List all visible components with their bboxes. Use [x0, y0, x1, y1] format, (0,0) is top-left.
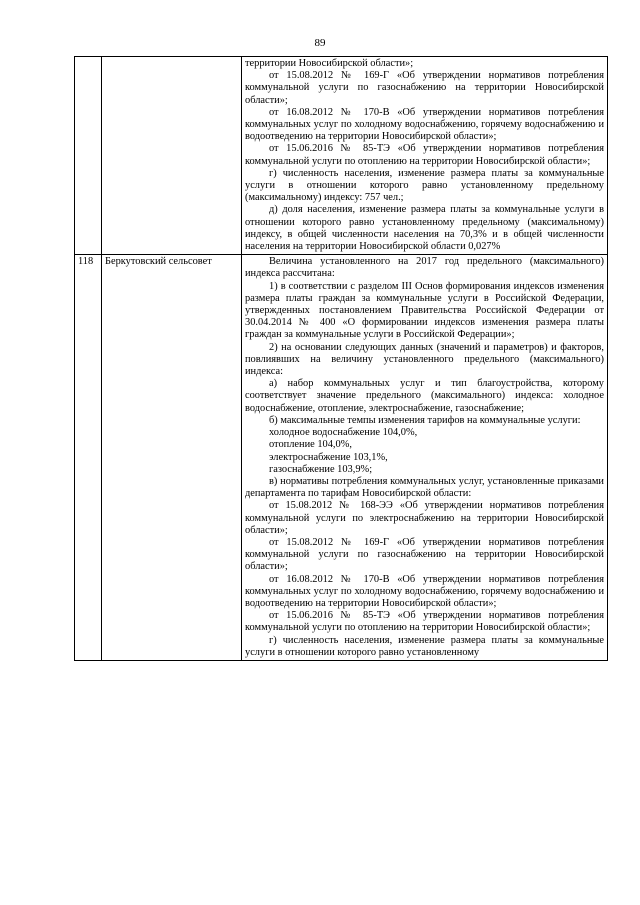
paragraph: от 15.08.2012 № 169-Г «Об утверждении нормативов потребления коммунальной услуги по газоснабжению на территории Новосибирской области»; — [245, 536, 604, 573]
paragraph: холодное водоснабжение 104,0%, — [269, 427, 418, 439]
paragraph: от 15.06.2016 № 85-ТЭ «Об утверждении нормативов потребления коммунальной услуги по отоплению на территории Новосибирской области»; — [245, 143, 604, 167]
description-cell — [242, 255, 608, 661]
description-cell — [242, 57, 608, 255]
paragraph: от 16.08.2012 № 170-В «Об утверждении нормативов потребления коммунальных услуг по холодному водоснабжению, горячему водоснабжению и водоотведению на территории Новосибирской области»; — [245, 573, 604, 609]
row-number-cell: 118 — [75, 255, 102, 661]
indices-table — [74, 56, 608, 661]
paragraph: от 15.08.2012 № 169-Г «Об утверждении нормативов потребления коммунальной услуги по газоснабжению на территории Новосибирской области»; — [245, 70, 604, 106]
paragraph: от 15.06.2016 № 85-ТЭ «Об утверждении нормативов потребления коммунальной услуги по отоплению на территории Новосибирской области»; — [245, 610, 604, 634]
paragraph: в) нормативы потребления коммунальных услуг, установленные приказами департамента по тарифам Новосибирской области: — [245, 475, 604, 500]
paragraph: г) численность населения, изменение размера платы за коммунальные услуги в отношении которого равно установленному предельному (максимальному) индексу: 757 чел.; — [245, 167, 604, 204]
table-row — [75, 255, 608, 661]
paragraph: от 15.08.2012 № 168-ЭЭ «Об утверждении нормативов потребления коммунальной услуги по электроснабжению на территории Новосибирской области»; — [245, 500, 604, 536]
paragraph: б) максимальные темпы изменения тарифов на коммунальные услуги: — [269, 414, 581, 426]
paragraph: Величина установленного на 2017 год предельного (максимального) индекса рассчитана: — [245, 256, 604, 280]
paragraph: газоснабжение 103,9%; — [269, 463, 373, 475]
paragraph: отопление 104,0%, — [269, 439, 352, 451]
paragraph: а) набор коммунальных услуг и тип благоустройства, которому соответствует значение предельного (максимального) индекса: холодное водоснабжение, отопление, электроснабжение, газоснабжение; — [245, 378, 604, 414]
paragraph: электроснабжение 103,1%, — [269, 451, 388, 463]
paragraph: д) доля населения, изменение размера платы за коммунальные услуги в отношении которого равно установленному предельному (максимальному) индексу, в общей численности населения на 70,3% и в общей численности населения на территории Новосибирской области 0,027% — [245, 204, 604, 253]
paragraph: территории Новосибирской области»; — [245, 58, 414, 69]
table-row — [75, 57, 608, 255]
page-number: 89 — [314, 37, 326, 49]
municipality-cell — [102, 57, 242, 255]
paragraph: 2) на основании следующих данных (значений и параметров) и факторов, повлиявших на величину установленного предельного (максимального) индекса: — [245, 341, 604, 378]
paragraph: г) численность населения, изменение размера платы за коммунальные услуги в отношении которого равно установленному — [245, 634, 604, 658]
municipality-cell: Беркутовский сельсовет — [102, 255, 242, 661]
row-number-cell — [75, 57, 102, 255]
paragraph: 1) в соответствии с разделом III Основ формирования индексов изменения размера платы граждан за коммунальные услуги в Российской Федерации, утвержденных постановлением Правительства Российской Федерации от 30.04.2014 № 400 «О формировании индексов изменения размера платы граждан за коммунальные услуги в Российской Федерации»; — [245, 280, 604, 341]
paragraph: от 16.08.2012 № 170-В «Об утверждении нормативов потребления коммунальных услуг по холодному водоснабжению, горячему водоснабжению и водоотведению на территории Новосибирской области»; — [245, 106, 604, 143]
